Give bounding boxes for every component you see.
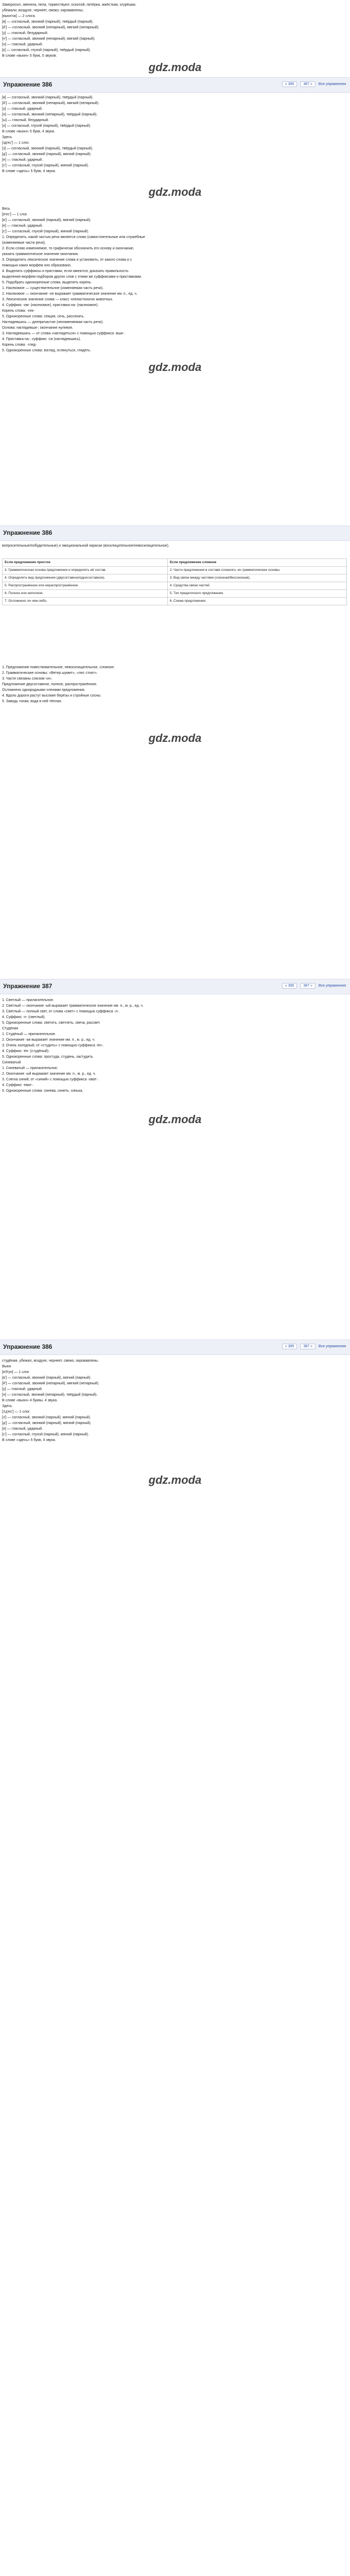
text-line: [с'] — согласный, глухой (парный), мягкий (парный). [2,1433,89,1436]
exercise-title: Упражнение 386 [3,81,52,88]
text-line: [в] — согласный, звонкий (парный), твёрдый (парный). [2,96,94,99]
exercise-nav [282,1344,346,1349]
all-exercises-link[interactable]: Все упражнения [318,82,346,86]
text-line: Наглядевшись — деепричастие (неизменяемая часть речи). [2,320,104,324]
exercise-header [0,979,350,994]
text-line: 4. Суффикс -ён- (студёный). [2,1049,50,1053]
table-cell: 5. Распространённое или нераспространённое. [3,582,168,590]
exercise-header [0,526,350,541]
table-row [3,582,347,590]
text-line: В слове «вьюн» 5 букв, 5 звуков. [2,54,57,58]
text-line: Здесь [2,1404,12,1408]
text-line: студёная, убежал, воздухе, чернеет, свежо, окровавлены. [2,1359,99,1363]
exercise-387-body [0,997,350,1094]
text-line: [вьюн'ок] — 2 слога. [2,14,36,18]
text-line: [в'й'ун] — 1 слог. [2,1370,30,1374]
text-line: 1. Предложение повествовательное, невосклицательное, сложное. [2,666,115,669]
text-line: В слове «здесь» 5 букв, 4 звука. [2,1438,56,1442]
exercise-header [0,77,350,93]
exercise-386-b-body [0,543,350,549]
exercise-nav [282,81,346,87]
text-line: [е] — гласный, ударный. [2,158,43,162]
exercise-title: Упражнение 386 [3,529,52,536]
watermark: gdz.moda [148,61,202,74]
text-line: [е] — гласный, ударный. [2,1427,43,1431]
table-cell: 3. Грамматическая основа предложения и определить её состав. [3,567,168,574]
table-cell: 2. Части предложения в составе сложного, их грамматические основы. [167,567,346,574]
text-line: В слове «вьюн» 5 букв, 4 звука. [2,130,55,133]
text-line: 4. Выделить суффиксы и приставки, если имеются; доказать правильность [2,269,129,273]
text-line: 3. Очень холодный; от «студить» с помощью суффикса -ён-. [2,1044,104,1047]
text-line: Вьюн [2,1365,11,1368]
text-line: [в'] — согласный, звонкий (парный), мягкий (парный). [2,218,92,222]
table-cell: 4. Определить вид предложения (двусоставное/односоставное). [3,574,168,582]
text-line: [й'] — согласный, звонкий (непарный), мягкий (непарный). [2,1382,99,1385]
text-line: 2. Окончание -ый выражает значение им. п., м. р., ед. ч. [2,1072,96,1076]
watermark: gdz.moda [148,361,202,374]
table-cell: 4. Средства связи частей. [167,582,346,590]
next-button[interactable]: 387 » [300,81,316,87]
prev-button[interactable]: « 385 [282,983,297,989]
text-line: Заморосил, звенела, пела, торжествуют, осколой, пятёрка, жжёсткая, огурёшки, [2,3,136,7]
text-line: 2. Окончание -ая выражает значение им. п., ж. р., ед. ч. [2,1038,95,1042]
text-line: В слове «здесь» 5 букв, 4 звука. [2,170,56,173]
text-line: 3. Определить лексическое значение слова и установить, от какого слова и с [2,258,132,262]
prev-button[interactable]: « 385 [282,81,297,87]
text-line: Корень слова: -гляд- [2,343,37,347]
exercise-title: Упражнение 387 [3,982,52,990]
next-button[interactable]: 387 » [300,1344,316,1349]
top-text [0,2,350,59]
exercise-386-a-body [0,95,350,174]
text-line: [в'] — согласный, звонкий (парный), мягкий (парный). [2,1376,92,1380]
text-line: Здесь [2,135,12,139]
text-line: Весь [2,207,10,211]
text-line: 5. Однокоренные слова: секция, сечь, рассекать. [2,315,85,318]
text-line: 5. Заводь тихая, вода в ней тёплая. [2,700,62,703]
text-line: [зд'ес'] — 1 слог. [2,141,30,145]
watermark: gdz.moda [148,732,202,744]
text-line: [н'] — согласный, звонкий (непарный), мягкий (парный). [2,37,96,41]
text-line: [н] — согласный, звонкий (непарный), твёрдый (парный). [2,113,98,116]
text-line: 4. Приставка на-, суффикс -ся (наглядевшись). [2,337,81,341]
watermark: gdz.moda [148,1473,202,1486]
text-line: 1. Синеватый — прилагательное. [2,1066,58,1070]
text-line: 3. Части связаны союзом «и». [2,677,52,681]
text-line: [у] — гласный, ударный. [2,107,43,111]
text-line: 1. Светлый — прилагательное. [2,998,54,1002]
text-line: Студёная [2,1027,19,1030]
text-line: 5. Однокоренные слова: светить, светлеть, свеча, рассвет. [2,1021,101,1025]
text-line: 2. Если слово изменяемое, то графически обозначить его основу и окончание, [2,247,134,250]
text-line: 4. Вдоль дороги растут высокие берёзы и стройные сосны. [2,694,101,698]
exercise-386-c-body [0,1358,350,1443]
text-line: Основа: наглядевши-; окончание нулевое. [2,326,74,330]
text-line: [й'] — согласный, звонкий (непарный), мягкий (непарный). [2,26,99,29]
text-line: [с'] — согласный, глухой (парный), мягкий (парный). [2,164,89,167]
parsing-table [2,558,347,605]
text-line: (изменяемые части речи). [2,241,46,245]
text-line: [в] — согласный, звонкий (парный), твёрдый (парный). [2,20,94,24]
table-cell: 6. Полное или неполное. [3,590,168,598]
text-line: 5. Однокоренные слова: простуда, студень, застудить. [2,1055,94,1059]
text-line: 5. Однокоренные слова: синева, синеть, синька. [2,1089,83,1093]
text-line: выделения морфем подбором других слов с этими же суффиксами и приставками. [2,275,142,279]
text-line: 2. Грамматические основы: «Ветер шумит», «лес стоит». [2,671,98,675]
table-cell: 7. Осложнено ли чем-либо. [3,598,168,605]
intro-text: вопросительные/побудительные) и эмоциональной окраски (восклицательное/невосклицательное). [2,544,169,548]
text-line: Синеватый [2,1061,21,1064]
text-line: помощью каких морфем оно образовано. [2,264,72,267]
next-button[interactable]: 387 » [300,983,316,989]
table-row [3,574,347,582]
text-line: [у] — гласный, безударный. [2,31,48,35]
text-line: [у] — гласный, ударный. [2,1387,43,1391]
text-line: 1. Студёный — прилагательное. [2,1032,56,1036]
text-line: 4. Суффикс -еват-. [2,1083,34,1087]
prev-button[interactable]: « 385 [282,1344,297,1349]
text-line: В слове «вьюн» 4 буквы, 4 звука. [2,1399,58,1402]
text-line: [о] — гласный, ударный. [2,43,43,46]
text-line: [н] — согласный, звонкий (непарный), твёрдый (парный). [2,1393,98,1397]
text-line: Предложение двусоставное, полное, распространённое. [2,683,97,686]
text-line: Осложнено однородными членами предложения. [2,688,85,692]
text-line: 4. Суффикс -л- (светлый). [2,1015,46,1019]
exercise-title: Упражнение 386 [3,1343,52,1350]
table-header-cell: Если предложение простое [3,559,168,567]
text-line: [з] — согласный, звонкий (парный), твёрдый (парный). [2,147,93,150]
text-line: 1. Насекомое — существительное (изменяемая часть речи). [2,286,104,290]
sentence-analysis [0,665,350,704]
morph-analysis [0,206,350,353]
text-line: 2. Светлый — окончание -ый выражает грамматическое значение им. п., м. р., ед. ч. [2,1004,144,1008]
text-line: [е] — гласный, ударный. [2,224,43,228]
all-exercises-link[interactable]: Все упражнения [318,984,346,988]
text-line: [й'] — согласный, звонкий (непарный), мягкий (непарный). [2,101,99,105]
all-exercises-link[interactable]: Все упражнения [318,1345,346,1348]
text-line: [х] — согласный, глухой (парный), твёрдый (парный). [2,124,91,128]
text-line: [д'] — согласный, звонкий (парный), мягкий (парный). [2,1421,92,1425]
text-line: 5. Подобрать однокоренные слова, выделить корень. [2,281,92,284]
text-line: [ы] — гласный, безударный. [2,118,49,122]
text-line: [в'ес'] — 1 слог. [2,213,28,216]
table-cell: 3. Вид связи между частями (союзная/бессоюзная). [167,574,346,582]
text-line: 4. Суффикс -ом- (насекомое), приставка на- (насекомое). [2,303,99,307]
table-row [3,567,347,574]
table-header-cell: Если предложение сложное [167,559,346,567]
text-line: 3. Слегка синий; от «синий» с помощью суффикса -оват-. [2,1078,99,1081]
table-cell: 5. Тип придаточного предложения. [167,590,346,598]
text-line: 3. Светлый — полный свет, от слова «свет» с помощью суффикса -л-. [2,1010,120,1013]
table-cell: 6. Схема предложения. [167,598,346,605]
exercise-header [0,1340,350,1355]
text-line: [з'] — согласный, звонкий (парный), мягкий (парный). [2,1416,91,1419]
watermark: gdz.moda [148,1113,202,1126]
text-line: [с'] — согласный, глухой (парный), мягкий (парный). [2,230,89,233]
text-line: убежали; воздухе, чернеет, свежо; окровавлены; [2,9,84,12]
watermark: gdz.moda [148,185,202,198]
text-line: 3. Лексическое значение слова — класс членистоногих животных. [2,298,113,301]
text-line: Корень слова: -сек- [2,309,35,313]
text-line: указать грамматическое значение окончания. [2,252,79,256]
text-line: 1. Определить, какой частью речи является слово (самостоятельные или служебные [2,235,145,239]
table-row [3,598,347,605]
text-line: 5. Однокоренные слова: взгляд, оглянуться, глядеть. [2,349,91,352]
exercise-nav [282,983,346,989]
text-line: 3. Наглядевшись — от слова «наглядеться» с помощью суффикса -вши-. [2,332,125,335]
text-line: [з'д'ес'] — 1 слог. [2,1410,30,1414]
text-line: [д'] — согласный, звонкий (парный), мягкий (парный). [2,152,92,156]
table-row [3,590,347,598]
text-line: 2. Насекомое — окончание -ое выражает грамматическое значение им. п., ед. ч. [2,292,137,296]
text-line: [к] — согласный, глухой (парный), твёрдый (парный). [2,48,91,52]
